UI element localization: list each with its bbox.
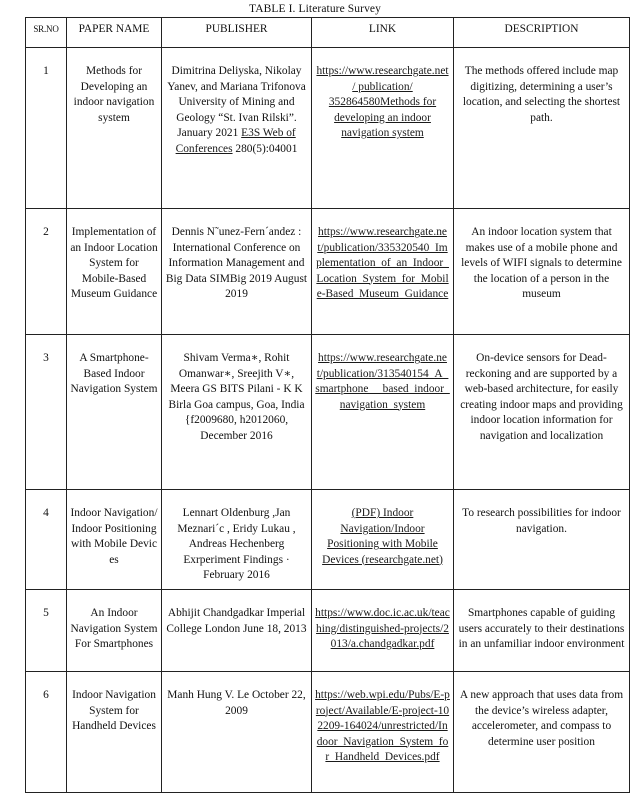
publisher-journal-link[interactable]: E3S Web of Conferences xyxy=(175,127,296,155)
table-row xyxy=(26,48,630,209)
row-description: An indoor location system that makes use of a mobile phone and levels of WIFI signals to determine the location of a person in the museum xyxy=(454,209,630,335)
publisher-text: Dimitrina Deliyska, Nikolay Yanev, and Mariana Trifonova University of Mining and Geology “St. Ivan Rilski”. January 2021 xyxy=(167,65,306,139)
row-srno: 5 xyxy=(26,590,67,672)
row-description: To research possibilities for indoor navigation. xyxy=(454,490,630,590)
row-paper-name: Methods for Developing an indoor navigation system xyxy=(67,48,162,209)
row-publisher: Dennis N˜unez-Fern´andez : International Conference on Information Management and Big Data SIMBig 2019 August 2019 xyxy=(162,209,312,335)
paper-link[interactable]: https://www.researchgate.net/publication/313540154_A_smartphone__ based_indoor_navigation_system xyxy=(315,352,450,411)
row-publisher: Lennart Oldenburg ,Jan Meznari´c , Eridy Lukau , Andreas Hechenberg Exrperiment Findings · February 2016 xyxy=(162,490,312,590)
row-link xyxy=(312,335,454,490)
header-paper-name: PAPER NAME xyxy=(67,18,162,48)
row-publisher: Manh Hung V. Le October 22, 2009 xyxy=(162,672,312,793)
literature-survey-table xyxy=(25,17,630,793)
row-description: A new approach that uses data from the device’s wireless adapter, accelerometer, and compass to determine user position xyxy=(454,672,630,793)
row-publisher: Abhijit Chandgadkar Imperial College London June 18, 2013 xyxy=(162,590,312,672)
row-publisher: Shivam Verma∗, Rohit Omanwar∗, Sreejith V∗, Meera GS BITS Pilani - K K Birla Goa campus, Goa, India {f2009680, h2012060, December 2016 xyxy=(162,335,312,490)
paper-link[interactable]: (PDF) Indoor Navigation/Indoor Positioning with Mobile Devices (researchgate.net) xyxy=(322,507,443,566)
row-link xyxy=(312,490,454,590)
row-paper-name: An Indoor Navigation System For Smartphones xyxy=(67,590,162,672)
table-row xyxy=(26,209,630,335)
row-srno: 6 xyxy=(26,672,67,793)
row-srno: 3 xyxy=(26,335,67,490)
row-link xyxy=(312,672,454,793)
table-row xyxy=(26,490,630,590)
row-srno: 4 xyxy=(26,490,67,590)
row-srno: 2 xyxy=(26,209,67,335)
row-description: Smartphones capable of guiding users accurately to their destinations in an unfamiliar indoor environment xyxy=(454,590,630,672)
row-description: The methods offered include map digitizing, determining a user’s location, and selecting the shortest path. xyxy=(454,48,630,209)
row-link xyxy=(312,48,454,209)
publisher-tail: 280(5):04001 xyxy=(232,142,298,155)
table-caption: TABLE I. Literature Survey xyxy=(249,3,381,15)
table-row xyxy=(26,335,630,490)
header-row xyxy=(26,18,630,48)
paper-link[interactable]: https://www.researchgate.net/ publication/ 352864580Methods for developing an indoor navigation system xyxy=(316,65,449,139)
row-publisher xyxy=(162,48,312,209)
header-publisher: PUBLISHER xyxy=(162,18,312,48)
header-srno: SR.NO xyxy=(26,18,67,48)
row-link xyxy=(312,590,454,672)
row-paper-name: Indoor Navigation/Indoor Positioning with Mobile Devices xyxy=(67,490,162,590)
header-description: DESCRIPTION xyxy=(454,18,630,48)
paper-link[interactable]: https://www.doc.ic.ac.uk/teaching/distinguished-projects/2013/a.chandgadkar.pdf xyxy=(315,607,450,650)
row-link xyxy=(312,209,454,335)
row-srno: 1 xyxy=(26,48,67,209)
row-paper-name: A Smartphone-Based Indoor Navigation System xyxy=(67,335,162,490)
paper-link[interactable]: https://www.researchgate.net/publication/335320540_Implementation_of_an_Indoor_Location_System_for_Mobile-Based_Museum_Guidance xyxy=(316,226,449,300)
row-paper-name: Indoor Navigation System for Handheld Devices xyxy=(67,672,162,793)
paper-link[interactable]: https://web.wpi.edu/Pubs/E-project/Available/E-project-102209-164024/unrestricted/Indoor_Navigation_System_for_Handheld_Devices.pdf xyxy=(315,689,450,763)
row-description: On-device sensors for Dead-reckoning and are supported by a web-based architecture, for easily creating indoor maps and providing indoor location information for navigation and localization xyxy=(454,335,630,490)
row-paper-name: Implementation of an Indoor Location System for Mobile-Based Museum Guidance xyxy=(67,209,162,335)
table-row xyxy=(26,672,630,793)
header-link: LINK xyxy=(312,18,454,48)
table-row xyxy=(26,590,630,672)
